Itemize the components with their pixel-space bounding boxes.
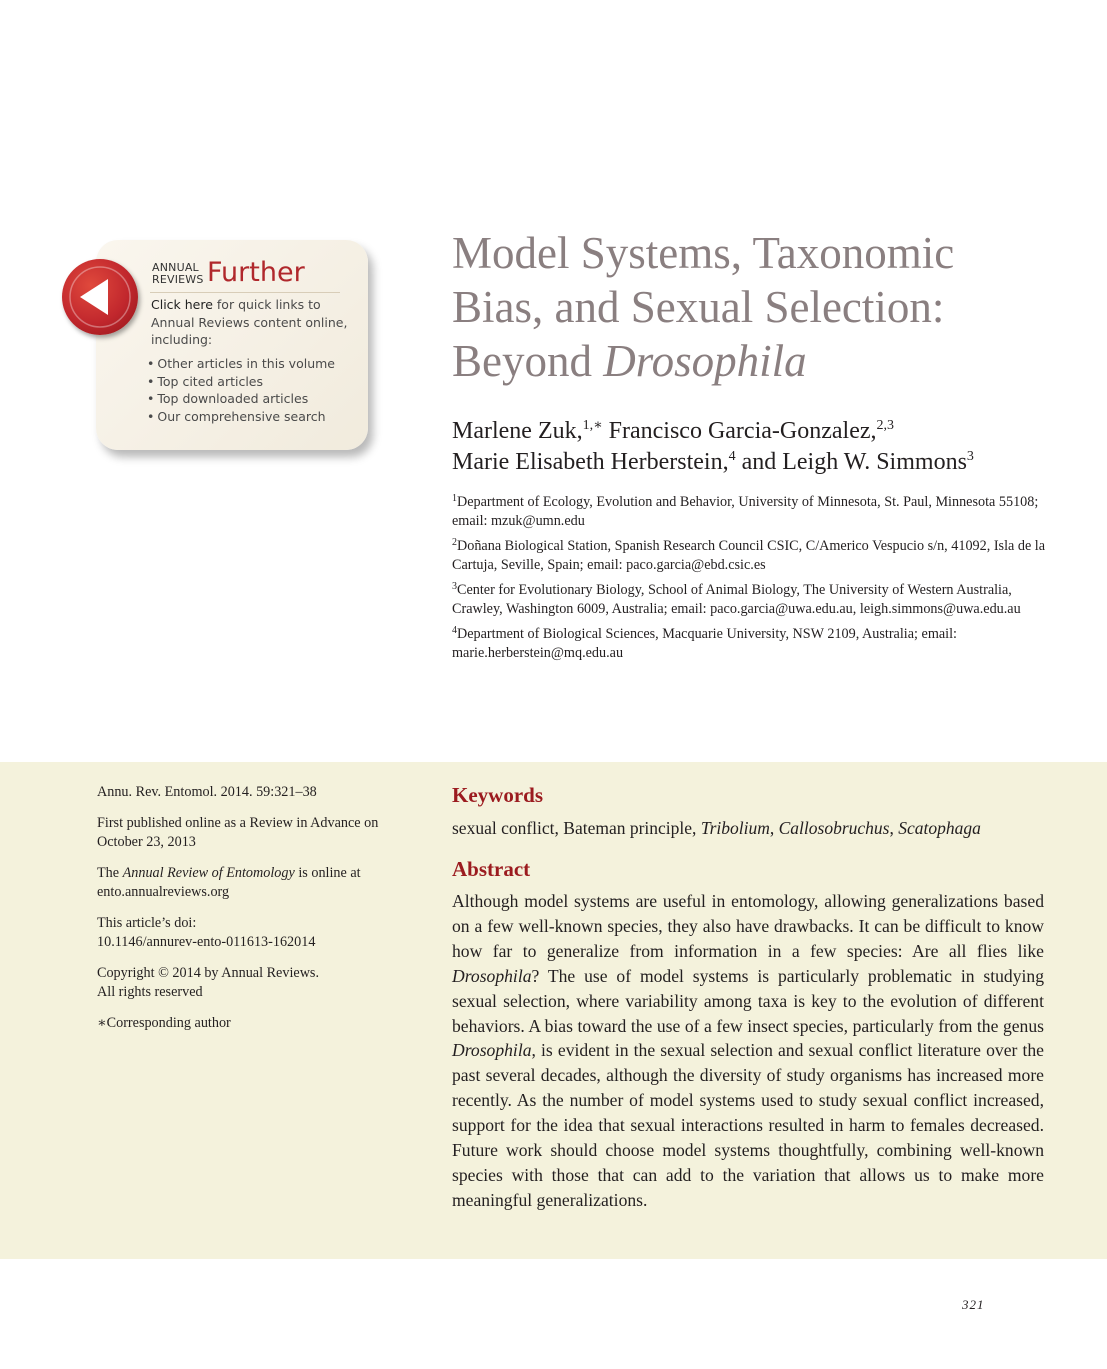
article-meta: [97, 783, 417, 1045]
author-name: Marie Elisabeth Herberstein,: [452, 449, 729, 475]
further-intro: Click here for quick links to Annual Reviews content online, including:: [151, 297, 348, 347]
keywords-heading: Keywords: [452, 783, 543, 807]
author-affiliation-mark: 4: [728, 449, 736, 464]
doi-link[interactable]: 10.1146/annurev-ento-011613-162014: [97, 934, 316, 950]
annual-reviews-logo: ANNUAL REVIEWS: [152, 261, 204, 286]
author-list: [452, 416, 1072, 478]
first-published: First published online as a Review in Advance on October 23, 2013: [97, 815, 379, 850]
author-affiliation-mark: 2,3: [876, 418, 894, 433]
further-link-top-cited[interactable]: • Top cited articles: [147, 373, 335, 391]
back-arrow-icon[interactable]: [62, 259, 138, 335]
author-affiliation-mark: 3: [966, 449, 974, 464]
journal-online: The Annual Review of Entomology is online at ento.annualreviews.org: [97, 865, 361, 900]
affiliation-4: $^4$Department of Biological Sciences, Macquarie University, NSW 2109, Australia; email: marie.herberstein@mq.edu.au: [452, 625, 957, 661]
article-title: Model Systems, Taxonomic Bias, and Sexual Selection: Beyond Drosophila: [452, 228, 955, 386]
affiliation-1: $^1$Department of Ecology, Evolution and Behavior, University of Minnesota, St. Paul, Minnesota 55108; email: mzuk@umn.edu: [452, 493, 1039, 529]
further-link-other-articles[interactable]: • Other articles in this volume: [147, 355, 335, 373]
page-number: 321: [962, 1297, 985, 1312]
further-links: [147, 355, 335, 425]
further-divider: [150, 292, 340, 293]
author-name: and Leigh W. Simmons: [735, 449, 967, 475]
further-link-top-downloaded[interactable]: • Top downloaded articles: [147, 390, 335, 408]
copyright: Copyright © 2014 by Annual Reviews. All rights reserved: [97, 965, 320, 1000]
further-link-search[interactable]: • Our comprehensive search: [147, 408, 335, 426]
keywords-list: sexual conflict, Bateman principle, Tribolium, Callosobruchus, Scatophaga: [452, 818, 981, 838]
further-title: Further: [207, 257, 305, 288]
affiliation-2: $^2$Doñana Biological Station, Spanish Research Council CSIC, C/Americo Vespucio s/n, 41092, Isla de la Cartuja, Seville, Spain; email: paco.garcia@ebd.csic.es: [452, 537, 1046, 573]
author-name: Marlene Zuk,: [452, 418, 583, 444]
author-name: Francisco Garcia-Gonzalez,: [602, 418, 877, 444]
affiliation-3: $^3$Center for Evolutionary Biology, School of Animal Biology, The University of Western Australia, Crawley, Washington 6009, Australia; email: paco.garcia@uwa.edu.au, leigh.simmons@uwa.edu.au: [452, 581, 1021, 617]
citation: Annu. Rev. Entomol. 2014. 59:321–38: [97, 784, 317, 800]
abstract-text: Although model systems are useful in entomology, allowing generalizations based on a few well-known species, they also have drawbacks. It can be difficult to know how far to generalize from information in a few species: Are all flies like Drosophila? The use of model systems is particularly problematic in studying sexual selection, where variability among taxa is key to the evolution of different behaviors. A bias toward the use of a few insect species, particularly from the genus Drosophila, is evident in the sexual selection and sexual conflict literature over the past several decades, although the diversity of study organisms has increased more recently. As the number of model systems used to study sexual conflict increased, support for the idea that sexual interactions resulted in harm to females decreased. Future work should choose model systems thoughtfully, combining well-known species with those that can add to the variation that allows us to make more meaningful generalizations.: [452, 891, 1044, 1210]
affiliations: [452, 493, 1052, 669]
doi: This article’s doi: 10.1146/annurev-ento-011613-162014: [97, 915, 316, 950]
corresponding-note: ∗Corresponding author: [97, 1015, 231, 1031]
abstract-heading: Abstract: [452, 857, 531, 881]
author-affiliation-mark: 1,∗: [582, 418, 603, 433]
click-here-link[interactable]: Click here: [151, 297, 213, 312]
